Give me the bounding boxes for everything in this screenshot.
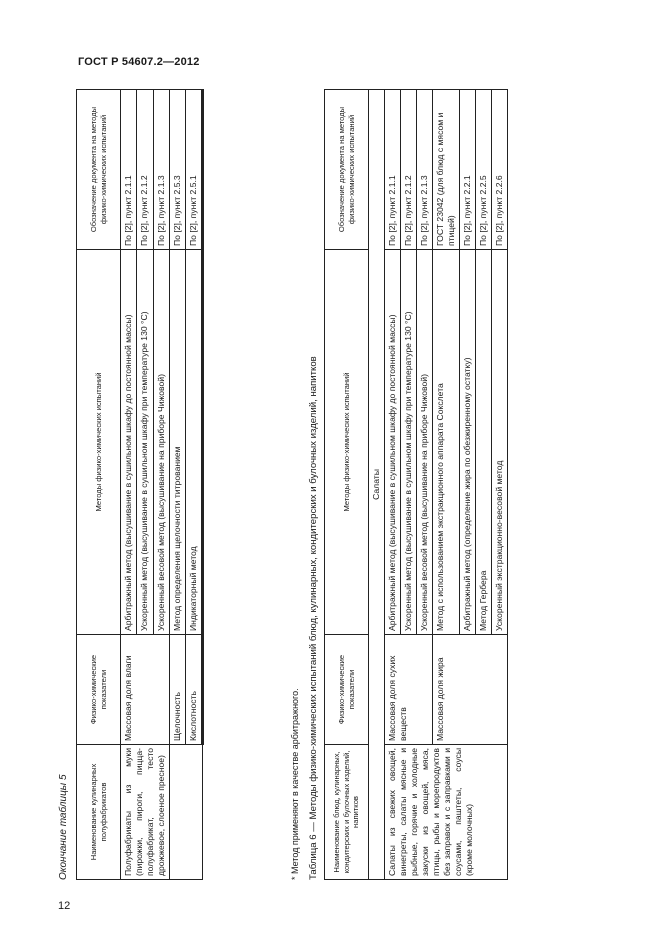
table6-indicator-cell: Массовая доля сухих веществ [385, 635, 433, 745]
document-code: ГОСТ Р 54607.2—2012 [78, 56, 200, 68]
table6-method-cell: Ускоренный экстракционно-весовой метод [492, 250, 508, 635]
table5-method-cell: Ускоренный метод (высушивание в сушильном шкафу при температуре 130 °С) [137, 250, 153, 635]
table6-header: Физико-химические показатели [325, 635, 369, 745]
table6-method-cell: Ускоренный метод (высушивание в сушильном шкафу при температуре 130 °С) [401, 250, 417, 635]
table6-doc-cell: По [2], пункт 2.1.1 [385, 90, 401, 250]
table6-caption: Таблица 6 — Методы физико-химических испытаний блюд, кулинарных, кондитерских и булочных изделий, напитков [308, 356, 319, 880]
table5-header-row [77, 90, 121, 880]
table5-header: Методы физико-химических испытаний [77, 250, 121, 635]
page-number: 12 [58, 900, 71, 912]
table5-doc-cell: По [2], пункт 2.5.1 [186, 90, 203, 250]
table6-header-row [325, 90, 369, 880]
table5-header: Физико-химические показатели [77, 635, 121, 745]
table5-header: Наименование кулинарных полуфабрикатов [77, 745, 121, 880]
table6-method-cell: Арбитражный метод (определение жира по обезжиренному остатку) [460, 250, 476, 635]
table6-method-cell: Метод с использованием экстракционного аппарата Сокслета [433, 250, 460, 635]
table5-indicator-cell: Щелочность [170, 635, 186, 745]
table6-doc-cell: По [2], пункт 2.2.6 [492, 90, 508, 250]
table6 [324, 89, 508, 880]
table6-doc-cell: По [2], пункт 2.1.3 [417, 90, 433, 250]
table5 [76, 89, 204, 880]
table5-header: Обозначение документа на методы физико-химических испытаний [77, 90, 121, 250]
rotated-content [58, 90, 504, 880]
table6-product-cell: Салаты из свежих овощей, винегреты, салаты мясные и рыбные, горячие и холодные закуски из овощей, мяса, птицы, рыбы и морепродуктов без заправок и с заправками и соусами, паштеты, соусы (кроме молочных) [385, 745, 508, 880]
table5-doc-cell: По [2], пункт 2.1.3 [153, 90, 169, 250]
table5-empty-cell [170, 745, 203, 880]
table6-method-cell: Ускоренный весовой метод (высушивание на приборе Чижовой) [417, 250, 433, 635]
table6-doc-cell: По [2], пункт 2.2.1 [460, 90, 476, 250]
table6-doc-cell: По [2], пункт 2.1.2 [401, 90, 417, 250]
table-row [121, 90, 137, 880]
table5-caption: Окончание таблицы 5 [58, 774, 69, 880]
table5-method-cell: Арбитражный метод (высушивание в сушильном шкафу до постоянной массы) [121, 250, 137, 635]
table6-method-cell: Метод Гербера [476, 250, 492, 635]
table6-header: Методы физико-химических испытаний [325, 250, 369, 635]
table6-section-title: Салаты [369, 90, 385, 880]
table5-footnote: * Метод применяют в качестве арбитражного. [290, 688, 300, 880]
table6-header: Обозначение документа на методы физико-химических испытаний [325, 90, 369, 250]
table5-product-cell: Полуфабрикаты из муки (пирожки, пироги, пицца-полуфабрикат, тесто дрожжевое, слоеное пресное) [121, 745, 170, 880]
table6-indicator-cell: Массовая доля жира [433, 635, 508, 745]
table6-doc-cell: ГОСТ 23042 (для блюд с мясом и птицей) [433, 90, 460, 250]
table5-method-cell: Ускоренный весовой метод (высушивание на приборе Чижовой) [153, 250, 169, 635]
table5-indicator-cell: Кислотность [186, 635, 203, 745]
table5-doc-cell: По [2], пункт 2.5.3 [170, 90, 186, 250]
table5-indicator-cell: Массовая доля влаги [121, 635, 170, 745]
table6-header: Наименование блюд, кулинарных, кондитерских и булочных изделий, напитков [325, 745, 369, 880]
table5-doc-cell: По [2], пункт 2.1.1 [121, 90, 137, 250]
table5-method-cell: Индикаторный метод [186, 250, 203, 635]
table5-method-cell: Метод определения щелочности титрованием [170, 250, 186, 635]
table6-doc-cell: По [2], пункт 2.2.5 [476, 90, 492, 250]
table-row [385, 90, 401, 880]
table-row [170, 90, 186, 880]
table6-section-row [369, 90, 385, 880]
table6-method-cell: Арбитражный метод (высушивание в сушильном шкафу до постоянной массы) [385, 250, 401, 635]
table5-doc-cell: По [2], пункт 2.1.2 [137, 90, 153, 250]
